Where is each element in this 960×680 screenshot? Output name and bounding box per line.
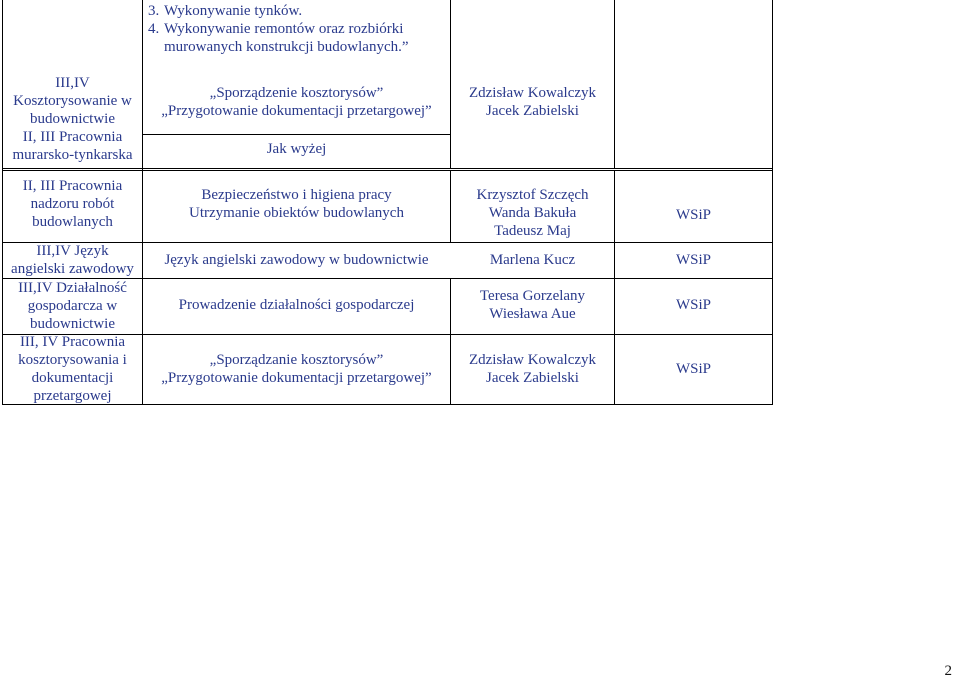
teacher-name: Tadeusz Maj [494,223,571,239]
subject-line: angielski zawodowy [11,261,134,277]
program-cell [143,186,450,222]
partner-cell [615,296,772,314]
subject-line: II, III Pracownia [22,178,123,194]
subject-line: budownictwie [30,316,115,332]
subject-cell [3,333,142,405]
teacher-name: Wanda Bakuła [488,205,577,221]
teacher-cell [451,251,614,269]
page-number: 2 [944,663,952,679]
partner-cell [615,360,772,378]
teacher-name: Zdzisław Kowalczyk [468,85,597,101]
subject-line: dokumentacji [31,370,114,386]
teacher-cell [451,186,614,240]
teacher-cell [451,84,614,120]
subject-line: budowlanych [32,214,113,230]
program-line: Utrzymanie obiektów budowlanych [189,205,404,221]
subject-line: nadzoru robót [30,196,115,212]
partner-name: WSiP [675,361,711,377]
subject-line: III,IV [55,75,90,91]
program-line: „Sporządzenie kosztorysów” [209,85,384,101]
program-cell-same [143,140,450,158]
program-line: Prowadzenie działalności gospodarczej [178,297,415,313]
task-item: 4. Wykonywanie remontów oraz rozbiórki murowanych konstrukcji budowlanych.” [148,21,409,55]
subject-line: budownictwie [30,111,115,127]
teacher-name: Krzysztof Szczęch [476,187,589,203]
teacher-name: Marlena Kucz [489,252,576,268]
program-line: „Przygotowanie dokumentacji przetargowej” [161,103,432,119]
subject-cell [3,279,142,333]
subject-line: II, III Pracownia [22,129,123,145]
partner-name: WSiP [675,297,711,313]
subject-line: kosztorysowania i [18,352,127,368]
program-line: „Przygotowanie dokumentacji przetargowej” [161,370,432,386]
teacher-cell [451,287,614,323]
subject-cell [3,242,142,278]
partner-cell [615,206,772,224]
subject-line: murarsko-tynkarska [12,147,133,163]
teacher-name: Teresa Gorzelany [479,288,586,304]
partner-name: WSiP [675,207,711,223]
program-line: „Sporządzanie kosztorysów” [209,352,384,368]
program-cell [143,84,450,120]
teacher-cell [451,351,614,387]
subject-line: III,IV Działalność [18,280,127,296]
program-line: Bezpieczeństwo i higiena pracy [201,187,392,203]
subject-line: gospodarcza w [27,298,118,314]
task-item: 3. Wykonywanie tynków. [148,3,303,19]
subject-cell [3,74,142,164]
program-cell [143,296,450,314]
subject-line: przetargowej [33,388,112,404]
teacher-name: Jacek Zabielski [486,103,579,119]
partner-name: WSiP [675,252,711,268]
teacher-name: Jacek Zabielski [486,370,579,386]
program-cell [143,251,450,269]
program-line: Jak wyżej [266,141,327,157]
subject-line: Kosztorysowanie w [13,93,132,109]
teacher-name: Zdzisław Kowalczyk [468,352,597,368]
partner-cell [615,251,772,269]
task-list [148,2,448,56]
teacher-name: Wiesława Aue [489,306,576,322]
program-line: Język angielski zawodowy w budownictwie [164,252,429,268]
program-cell [143,351,450,387]
subject-line: III, IV Pracownia [19,334,126,350]
subject-cell [3,177,142,231]
subject-line: III,IV Język [36,243,109,259]
